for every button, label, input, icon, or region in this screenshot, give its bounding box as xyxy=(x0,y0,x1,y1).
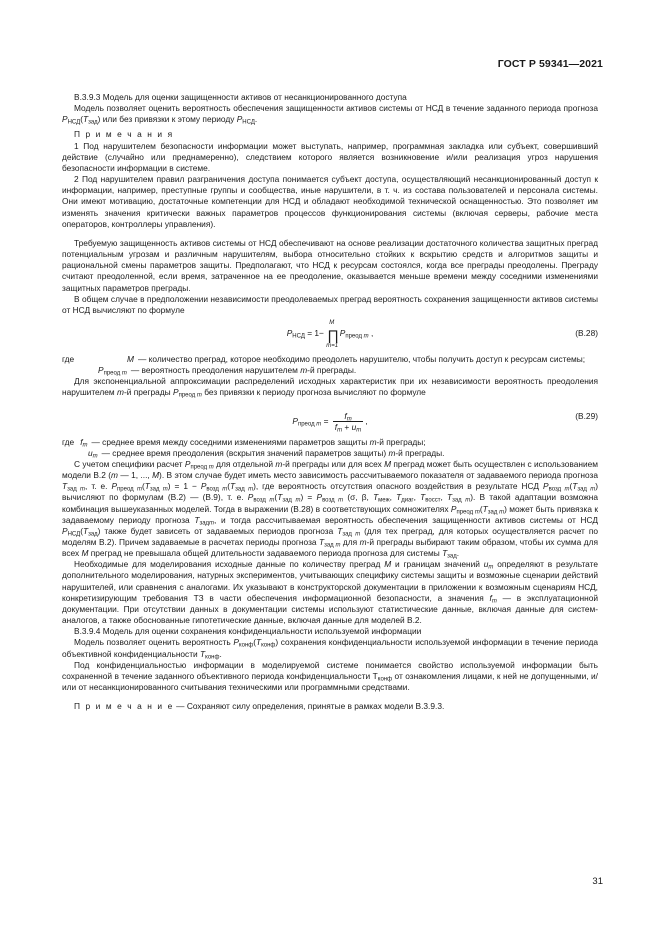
formula: $P_{преод m}$ = $\frac{f_m}{f_m + u_m}$ , xyxy=(292,410,368,434)
paragraph: Для экспоненциальной аппроксимации распределений исходных характеристик при их независимости вероятность преодоления нарушителем m-й преграды $P_{преод m}$ без привязки к периоду прогноза вычисляют по формуле xyxy=(62,376,598,399)
page-number: 31 xyxy=(592,876,603,887)
note: П р и м е ч а н и е — Сохраняют силу определения, принятые в рамках модели В.3.9.3. xyxy=(74,701,445,712)
definitions: где M — количество преград, которое необходимо преодолеть нарушителю, чтобы получить доступ к ресурсам системы; $P_{преод m}$ — вероятность преодоления нарушителем m-й преграды. xyxy=(62,353,586,377)
paragraph: Модель позволяет оценить вероятность $P_{конф}(T_{конф})$ сохранения конфиденциальности используемой информации в течение периода объективной конфиденциальности $T_{конф}$. xyxy=(62,637,598,661)
paragraph: В общем случае в предположении независимости преодолеваемых преград вероятность сохранения защищенности активов системы от НСД вычисляют по формуле xyxy=(62,293,598,315)
equation-b28 xyxy=(62,318,598,352)
document-id: ГОСТ Р 59341—2021 xyxy=(497,58,603,70)
definitions: где $f_m$ — среднее время между соседними изменениями параметров защиты m-й преграды; $u_m$ — среднее время преодоления (вскрытия значений параметров защиты) m-й преграды. xyxy=(62,436,445,460)
paragraph: Модель позволяет оценить вероятность обеспечения защищенности активов системы от НСД в течение заданного периода прогноза $P_{НСД}(T_{зад})$ или без привязки к этому периоду $P_{НСД}$. xyxy=(62,103,598,126)
section-title: В.3.9.3 Модель для оценки защищенности активов от несанкционированного доступа xyxy=(74,92,407,102)
note: 2 Под нарушителем правил разграничения доступа понимается субъект доступа, осуществляющий несанкционированный доступ к информации, например, преступные группы и сообщества, иные нарушители, в т. ч. из состава пользователей и персонала системы. Они имеют мотивацию, достаточные компетенции для НСД и обладают необходимой технической оснащенностью. Это позволяет им изменять значения критически важных параметров процессов функционирования системы (включая серверы, рабочие места операторов, контроллеры управления). xyxy=(62,174,598,229)
paragraph: Необходимые для моделирования исходные данные по количеству преград M и границам значений $u_m$ определяют в результате дополнительного моделирования, натурных экспериментов, учитывающих специфику системы защиты и возможные сценарии действий нарушителей, или сравнения с аналогами. Их указывают в конструкторской документации в приложении к возможным сценариям НСД, конкретизирующим требования ТЗ в части обеспечения информационной безопасности, а значения $f_m$ — в эксплуатационной документации. При отсутствии данных в документации системы используют статистические данные, включая данные для систем-аналогов, а также обоснованные гипотетические данные, включая данные для моделей В.2. xyxy=(62,559,598,626)
equation-b29 xyxy=(62,401,598,435)
formula: $P_{НСД} = 1-$ ∏ M m=1 $P_{преод m}$ , xyxy=(286,319,374,349)
paragraph: С учетом специфики расчет $P_{преод m}$ для отдельной m-й преграды или для всех M преград может быть осуществлен с использованием модели В.2 (m — 1, ..., M). В этом случае будет иметь место зависимость рассчитываемого показателя от задаваемого периода прогноза $T_{зад m}$, т. е. $P_{преод m}(T_{зад m}) = 1 - P_{возд m}(T_{зад m})$, где вероятность отсутствия опасного воздействия в результате НСД $P_{возд m}(T_{зад m})$ вычисляют по формулам (В.2) — (В.9), т. е. $P_{возд m}(T_{зад m}) = P_{возд m}$ (σ, β, $T_{меж}$, $T_{диаг}$, $T_{восст}$, $T_{зад m}$). В такой адаптации возможна комбинация вышеуказанных моделей. Тогда в выражении (В.28) в соответствующих сомножителях $P_{преод m}(T_{зад m})$ может быть привязка к задаваемому периоду прогноза $T_{задm}$, и тогда рассчитываемая вероятность обеспечения защищенности активов системы от НСД $P_{НСД}(T_{зад})$ также будет зависеть от задаваемых периодов прогноза $T_{зад m}$ (для тех преград, для которых осуществляется расчет по моделям В.2). Причем задаваемые в расчетах периоды прогноза $T_{зад m}$ для m-й преграды выбирают таким образом, чтобы их сумма для всех M преград не превышала общей длительности задаваемого периода прогноза для системы $T_{зад}$. xyxy=(62,458,599,560)
note: 1 Под нарушителем безопасности информации может выступать, например, программная закладка или субъект, совершивший действие (случайно или преднамеренно), следствием которого является возникновение и/или реализация угроз нарушения безопасности информации в системе. xyxy=(62,140,598,173)
notes-label: П р и м е ч а н и я xyxy=(74,129,174,140)
paragraph: Требуемую защищенность активов системы от НСД обеспечивают на основе реализации достаточного количества защитных преград потенциальным угрозам и различным нарушителям, выбора относительно стойких к вскрытию средств и алгоритмов защиты и рациональной смены параметров защиты. Предполагают, что НСД к ресурсам состоялся, когда все преграды преодолены. Преграду считают преодоленной, если время, затраченное на ее преодоление, оказывается меньше времени между соседними изменениями защитных параметров преграды. xyxy=(62,237,598,293)
page-content xyxy=(62,92,598,712)
equation-number: (В.29) xyxy=(575,410,598,421)
paragraph: Под конфиденциальностью информации в моделируемой системе понимается свойство используемой информации быть сохраненной в течение заданного объективного периода конфиденциальности $T_{конф}$ от ознакомления лицами, к ней не допущенными, и/или от несанкционированного считывания техническими или программными средствами. xyxy=(62,659,599,693)
equation-number: (В.28) xyxy=(575,327,598,338)
section-title: В.3.9.4 Модель для оценки сохранения конфиденциальности используемой информации xyxy=(74,626,422,637)
